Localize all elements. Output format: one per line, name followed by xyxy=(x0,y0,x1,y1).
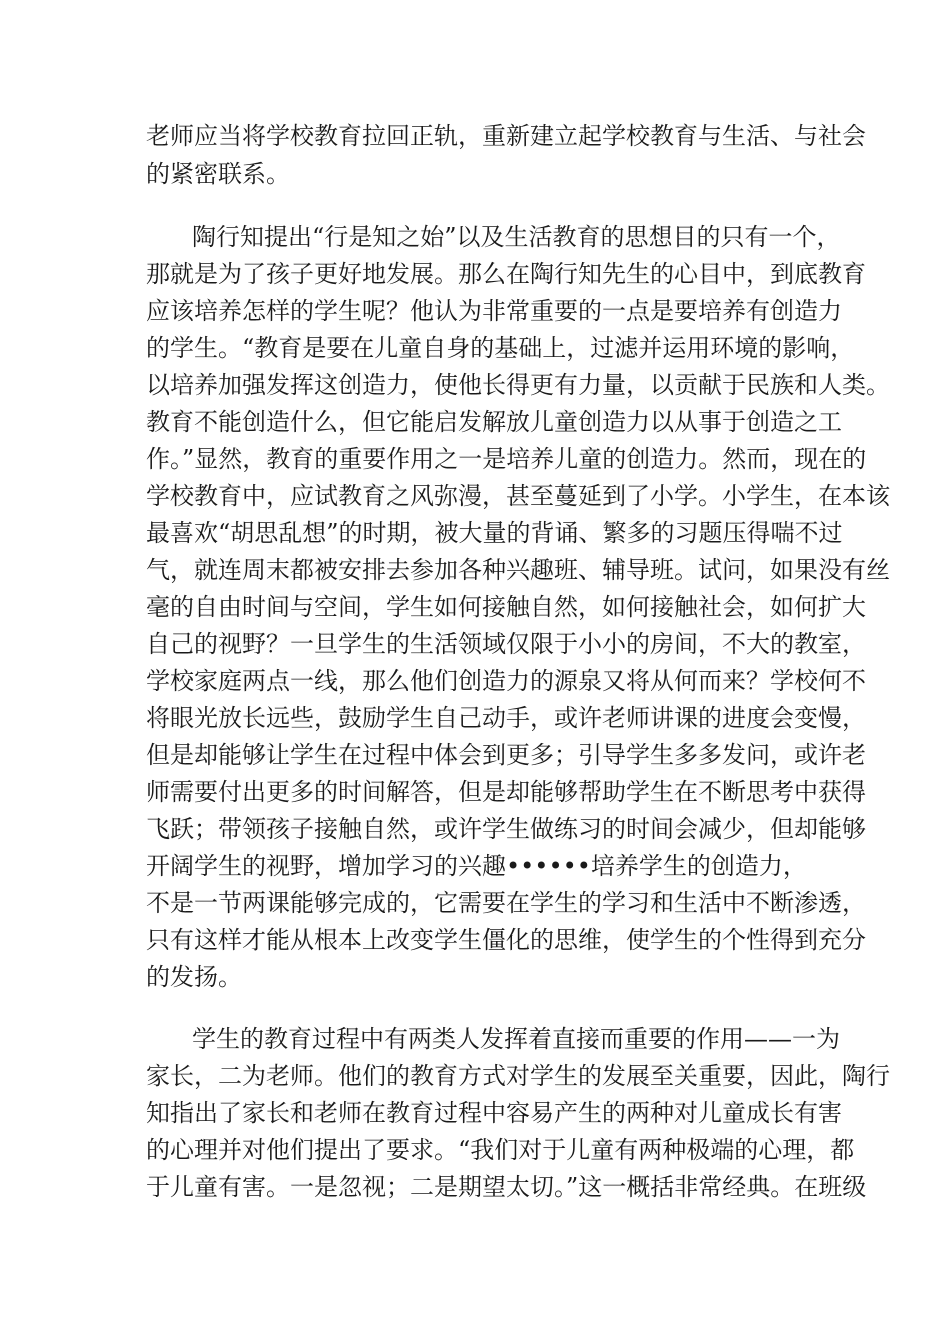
text-line: 但是却能够让学生在过程中体会到更多；引导学生多多发问，或许老 xyxy=(146,741,866,769)
text-line: 开阔学生的视野，增加学习的兴趣••••••培养学生的创造力， xyxy=(146,852,807,880)
text-line: 的学生。“教育是要在儿童自身的基础上，过滤并运用环境的影响， xyxy=(146,334,855,362)
text-line: 以培养加强发挥这创造力，使他长得更有力量，以贡献于民族和人类。 xyxy=(146,371,890,399)
text-line: 师需要付出更多的时间解答，但是却能够帮助学生在不断思考中获得 xyxy=(146,778,866,806)
text-line: 最喜欢“胡思乱想”的时期，被大量的背诵、繁多的习题压得喘不过 xyxy=(146,519,843,547)
text-line: 只有这样才能从根本上改变学生僵化的思维，使学生的个性得到充分 xyxy=(146,926,866,954)
text-line: 作。”显然，教育的重要作用之一是培养儿童的创造力。然而，现在的 xyxy=(146,445,867,473)
text-line: 学生的教育过程中有两类人发挥着直接而重要的作用——一为 xyxy=(192,1025,840,1053)
text-line: 飞跃；带领孩子接触自然，或许学生做练习的时间会减少，但却能够 xyxy=(146,815,866,843)
text-line: 不是一节两课能够完成的，它需要在学生的学习和生活中不断渗透， xyxy=(146,889,866,917)
text-line: 那就是为了孩子更好地发展。那么在陶行知先生的心目中，到底教育 xyxy=(146,260,866,288)
text-line: 气，就连周末都被安排去参加各种兴趣班、辅导班。试问，如果没有丝 xyxy=(146,556,890,584)
text-line: 学校教育中，应试教育之风弥漫，甚至蔓延到了小学。小学生，在本该 xyxy=(146,482,890,510)
text-line: 的紧密联系。 xyxy=(146,160,290,188)
text-line: 自己的视野？一旦学生的生活领域仅限于小小的房间，不大的教室， xyxy=(146,630,866,658)
text-line: 教育不能创造什么，但它能启发解放儿童创造力以从事于创造之工 xyxy=(146,408,842,436)
text-line: 学校家庭两点一线，那么他们创造力的源泉又将从何而来？学校何不 xyxy=(146,667,866,695)
text-line: 的发扬。 xyxy=(146,963,242,991)
text-line: 老师应当将学校教育拉回正轨，重新建立起学校教育与生活、与社会 xyxy=(146,122,866,150)
text-line: 的心理并对他们提出了要求。“我们对于儿童有两种极端的心理，都 xyxy=(146,1136,855,1164)
text-line: 家长，二为老师。他们的教育方式对学生的发展至关重要，因此，陶行 xyxy=(146,1062,890,1090)
text-line: 毫的自由时间与空间，学生如何接触自然，如何接触社会，如何扩大 xyxy=(146,593,866,621)
text-line: 将眼光放长远些，鼓励学生自己动手，或许老师讲课的进度会变慢， xyxy=(146,704,866,732)
text-line: 于儿童有害。一是忽视；二是期望太切。”这一概括非常经典。在班级 xyxy=(146,1173,867,1201)
text-line: 陶行知提出“行是知之始”以及生活教育的思想目的只有一个， xyxy=(192,223,841,251)
text-line: 知指出了家长和老师在教育过程中容易产生的两种对儿童成长有害 xyxy=(146,1099,842,1127)
text-line: 应该培养怎样的学生呢？他认为非常重要的一点是要培养有创造力 xyxy=(146,297,842,325)
